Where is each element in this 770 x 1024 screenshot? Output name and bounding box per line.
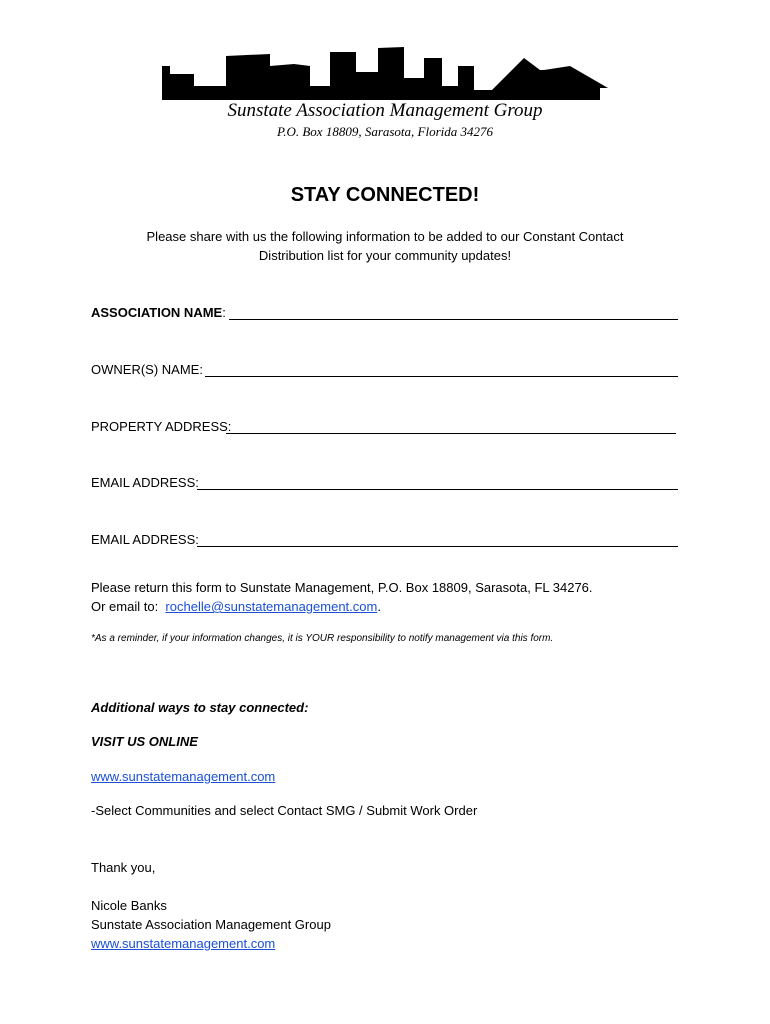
email-address-label-2: EMAIL ADDRESS: [91,532,199,547]
email-address-field-2[interactable] [197,546,678,547]
owners-name-field[interactable] [205,376,678,377]
property-address-field[interactable] [226,433,676,434]
association-name-label: ASSOCIATION NAME: [91,305,226,320]
org-name: Sunstate Association Management Group [227,100,543,121]
additional-heading: Additional ways to stay connected: [91,700,309,715]
closing-website-link[interactable]: www.sunstatemanagement.com [91,936,276,951]
return-email-line: Or email to: rochelle@sunstatemanagement.com. [91,599,381,614]
page-title: STAY CONNECTED! [290,184,480,206]
owners-name-label: OWNER(S) NAME: [91,362,203,377]
reminder-note: *As a reminder, if your information changes, it is YOUR responsibility to notify management via this form. [91,633,554,644]
signer-org: Sunstate Association Management Group [91,917,331,932]
visit-online-heading: VISIT US ONLINE [91,734,198,749]
email-address-field-1[interactable] [197,489,678,490]
association-name-field[interactable] [229,319,678,320]
property-address-label: PROPERTY ADDRESS: [91,419,232,434]
return-info-line: Please return this form to Sunstate Management, P.O. Box 18809, Sarasota, FL 34276. [91,580,593,595]
website-link[interactable]: www.sunstatemanagement.com [91,769,276,784]
return-email-link[interactable]: rochelle@sunstatemanagement.com [165,599,378,614]
org-address: P.O. Box 18809, Sarasota, Florida 34276 [276,124,494,139]
intro-line-1: Please share with us the following information to be added to our Constant Contact [146,229,624,244]
intro-line-2: Distribution list for your community updates! [258,248,512,263]
signer-name: Nicole Banks [91,898,167,913]
thank-you-text: Thank you, [91,860,156,875]
email-address-label-1: EMAIL ADDRESS: [91,475,199,490]
select-communities-text: -Select Communities and select Contact SMG / Submit Work Order [91,803,478,818]
skyline-logo [162,44,608,100]
